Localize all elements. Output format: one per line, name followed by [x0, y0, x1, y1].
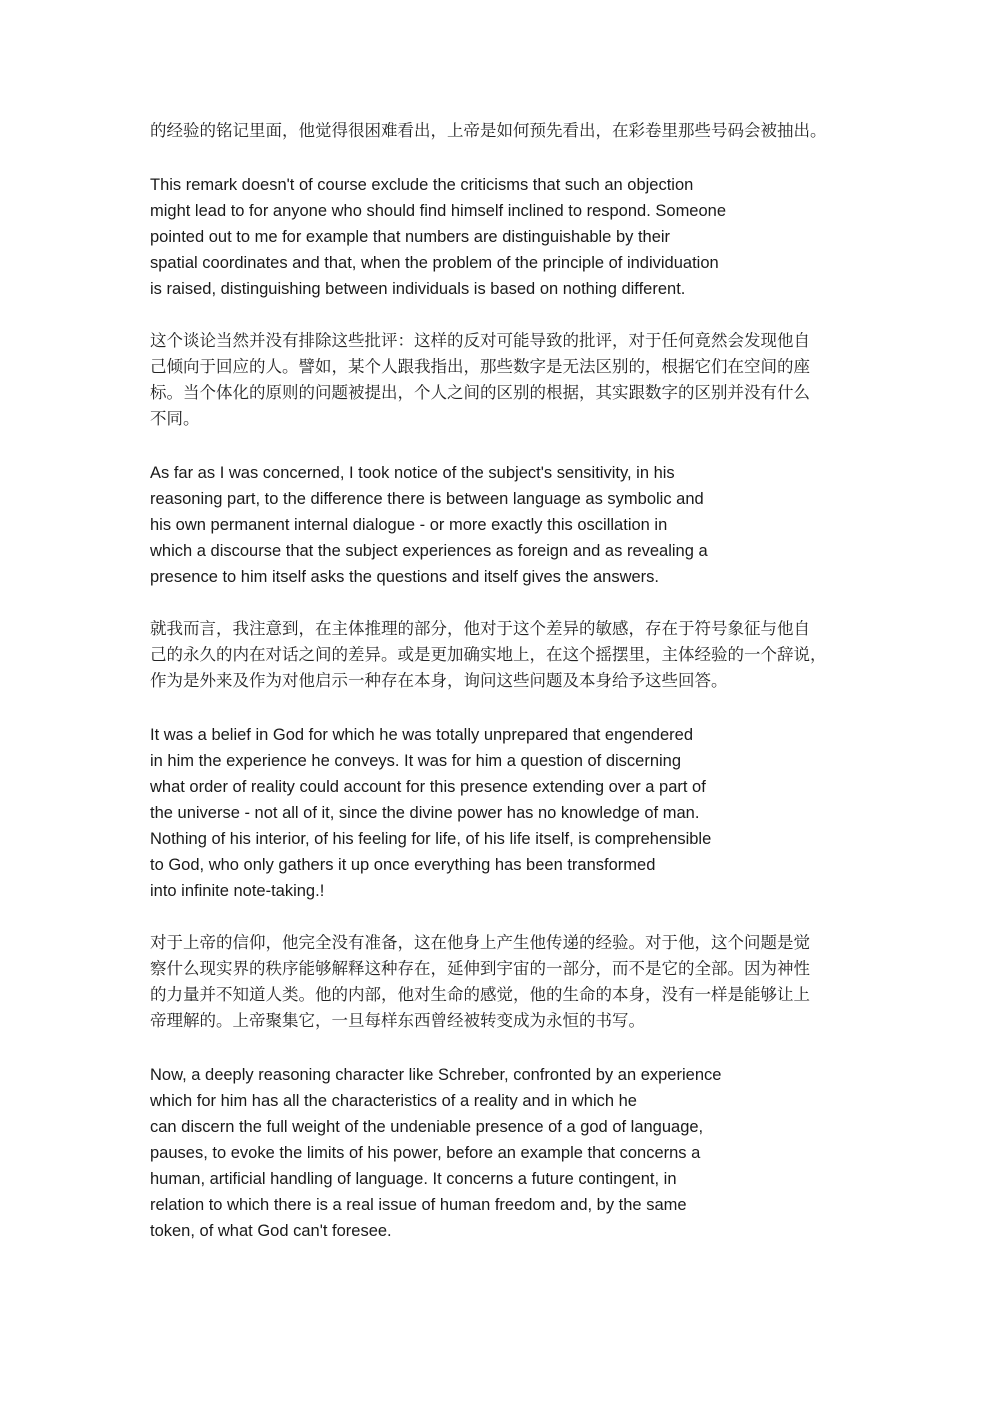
text-line: to God, who only gathers it up once everything has been transformed: [150, 856, 656, 874]
text-line: 这个谈论当然并没有排除这些批评：这样的反对可能导致的批评，对于任何竟然会发现他自: [150, 331, 810, 350]
text-line: pointed out to me for example that numbers are distinguishable by their: [150, 228, 671, 246]
paragraph-en-1: [150, 172, 850, 302]
text-line: 己倾向于回应的人。譬如，某个人跟我指出，那些数字是无法区别的，根据它们在空间的座: [150, 357, 810, 376]
text-line: 的经验的铭记里面，他觉得很困难看出，上帝是如何预先看出，在彩卷里那些号码会被抽出。: [150, 121, 827, 140]
text-line: 作为是外来及作为对他启示一种存在本身，询问这些问题及本身给予这些回答。: [150, 671, 728, 690]
text-line: which for him has all the characteristics of a reality and in which he: [150, 1092, 637, 1110]
text-line: Nothing of his interior, of his feeling for life, of his life itself, is comprehensible: [150, 830, 712, 848]
text-line: 帝理解的。上帝聚集它，一旦每样东西曾经被转变成为永恒的书写。: [150, 1011, 645, 1030]
text-line: the universe - not all of it, since the divine power has no knowledge of man.: [150, 804, 700, 822]
text-line: 察什么现实界的秩序能够解释这种存在，延伸到宇宙的一部分，而不是它的全部。因为神性: [150, 959, 810, 978]
paragraph-zh-2: [150, 328, 850, 432]
text-line: relation to which there is a real issue of human freedom and, by the same: [150, 1196, 687, 1214]
text-line: As far as I was concerned, I took notice of the subject's sensitivity, in his: [150, 464, 675, 482]
document-page: [150, 118, 850, 1244]
text-line: 的力量并不知道人类。他的内部，他对生命的感觉，他的生命的本身，没有一样是能够让上: [150, 985, 810, 1004]
text-line: reasoning part, to the difference there is between language as symbolic and: [150, 490, 704, 508]
text-line: 标。当个体化的原则的问题被提出，个人之间的区别的根据，其实跟数字的区别并没有什么: [150, 383, 810, 402]
paragraph-zh-1: [150, 118, 850, 144]
text-line: presence to him itself asks the questions and itself gives the answers.: [150, 568, 660, 586]
text-line: human, artificial handling of language. It concerns a future contingent, in: [150, 1170, 677, 1188]
text-line: in him the experience he conveys. It was for him a question of discerning: [150, 752, 682, 770]
paragraph-en-2: [150, 460, 850, 590]
text-line: This remark doesn't of course exclude the criticisms that such an objection: [150, 176, 694, 194]
paragraph-en-4: [150, 1062, 850, 1244]
text-line: 对于上帝的信仰，他完全没有准备，这在他身上产生他传递的经验。对于他，这个问题是觉: [150, 933, 810, 952]
paragraph-zh-3: [150, 616, 850, 694]
paragraph-en-3: [150, 722, 850, 904]
text-line: 就我而言，我注意到，在主体推理的部分，他对于这个差异的敏感，存在于符号象征与他自: [150, 619, 810, 638]
text-line: his own permanent internal dialogue - or more exactly this oscillation in: [150, 516, 668, 534]
paragraph-zh-4: [150, 930, 850, 1034]
text-line: It was a belief in God for which he was totally unprepared that engendered: [150, 726, 694, 744]
text-line: might lead to for anyone who should find himself inclined to respond. Someone: [150, 202, 727, 220]
text-line: which a discourse that the subject experiences as foreign and as revealing a: [150, 542, 708, 560]
text-line: token, of what God can't foresee.: [150, 1222, 392, 1240]
text-line: pauses, to evoke the limits of his power, before an example that concerns a: [150, 1144, 701, 1162]
text-line: what order of reality could account for this presence extending over a part of: [150, 778, 706, 796]
text-line: is raised, distinguishing between individuals is based on nothing different.: [150, 280, 686, 298]
text-line: can discern the full weight of the undeniable presence of a god of language,: [150, 1118, 704, 1136]
text-line: into infinite note-taking.!: [150, 882, 325, 900]
text-line: 不同。: [150, 409, 200, 428]
text-line: Now, a deeply reasoning character like Schreber, confronted by an experience: [150, 1066, 722, 1084]
text-line: 己的永久的内在对话之间的差异。或是更加确实地上，在这个摇摆里，主体经验的一个辞说，: [150, 645, 827, 664]
text-line: spatial coordinates and that, when the problem of the principle of individuation: [150, 254, 719, 272]
